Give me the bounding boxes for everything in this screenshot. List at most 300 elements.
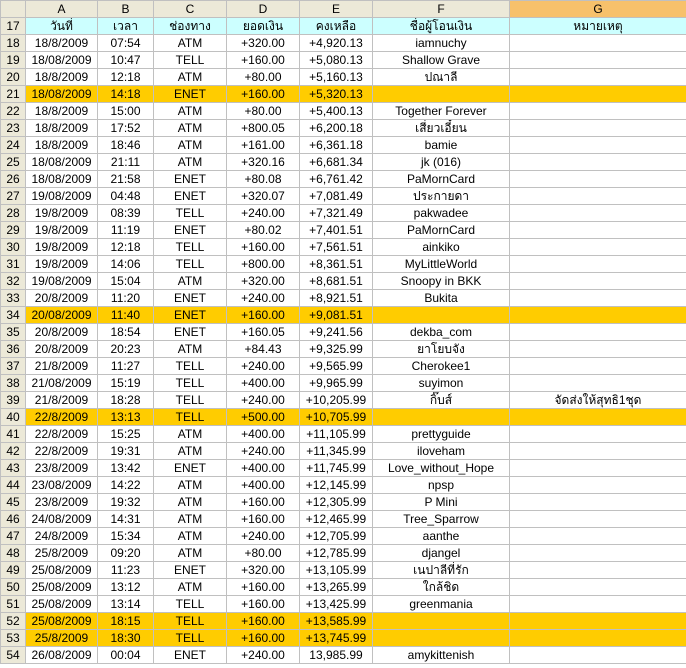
channel-cell[interactable]: TELL xyxy=(154,205,227,222)
time-cell[interactable]: 14:18 xyxy=(98,86,154,103)
row-header[interactable]: 37 xyxy=(1,358,26,375)
note-cell[interactable] xyxy=(510,409,686,426)
note-cell[interactable] xyxy=(510,460,686,477)
balance-cell[interactable]: +5,400.13 xyxy=(300,103,373,120)
balance-cell[interactable]: +5,320.13 xyxy=(300,86,373,103)
time-cell[interactable]: 14:22 xyxy=(98,477,154,494)
sender-name-cell[interactable]: กิ๊บส์ xyxy=(373,392,510,409)
balance-cell[interactable]: +9,565.99 xyxy=(300,358,373,375)
row-header[interactable]: 33 xyxy=(1,290,26,307)
channel-cell[interactable]: ATM xyxy=(154,545,227,562)
time-cell[interactable]: 11:27 xyxy=(98,358,154,375)
note-cell[interactable]: จัดส่งให้สุทธิ1ชุด xyxy=(510,392,686,409)
channel-cell[interactable]: ATM xyxy=(154,103,227,120)
time-cell[interactable]: 13:12 xyxy=(98,579,154,596)
time-cell[interactable]: 15:25 xyxy=(98,426,154,443)
balance-cell[interactable]: +6,361.18 xyxy=(300,137,373,154)
note-cell[interactable] xyxy=(510,239,686,256)
note-cell[interactable] xyxy=(510,358,686,375)
time-cell[interactable]: 08:39 xyxy=(98,205,154,222)
amount-cell[interactable]: +240.00 xyxy=(227,443,300,460)
balance-cell[interactable]: +13,425.99 xyxy=(300,596,373,613)
row-header[interactable]: 23 xyxy=(1,120,26,137)
row-header[interactable]: 21 xyxy=(1,86,26,103)
amount-cell[interactable]: +240.00 xyxy=(227,205,300,222)
sender-name-cell[interactable]: bamie xyxy=(373,137,510,154)
date-cell[interactable]: 25/08/2009 xyxy=(26,596,98,613)
amount-cell[interactable]: +160.00 xyxy=(227,239,300,256)
title-amount-cell[interactable]: ยอดเงิน xyxy=(227,18,300,35)
date-cell[interactable]: 26/08/2009 xyxy=(26,647,98,664)
channel-cell[interactable]: TELL xyxy=(154,409,227,426)
channel-cell[interactable]: TELL xyxy=(154,630,227,647)
note-cell[interactable] xyxy=(510,511,686,528)
balance-cell[interactable]: +11,105.99 xyxy=(300,426,373,443)
time-cell[interactable]: 13:42 xyxy=(98,460,154,477)
sender-name-cell[interactable]: Snoopy in BKK xyxy=(373,273,510,290)
row-header[interactable]: 19 xyxy=(1,52,26,69)
column-header-d[interactable]: D xyxy=(227,1,300,18)
date-cell[interactable]: 22/8/2009 xyxy=(26,409,98,426)
date-cell[interactable]: 25/08/2009 xyxy=(26,562,98,579)
amount-cell[interactable]: +240.00 xyxy=(227,290,300,307)
row-header[interactable]: 52 xyxy=(1,613,26,630)
date-cell[interactable]: 19/8/2009 xyxy=(26,222,98,239)
balance-cell[interactable]: +9,965.99 xyxy=(300,375,373,392)
amount-cell[interactable]: +800.05 xyxy=(227,120,300,137)
channel-cell[interactable]: ENET xyxy=(154,562,227,579)
balance-cell[interactable]: +13,105.99 xyxy=(300,562,373,579)
time-cell[interactable]: 18:30 xyxy=(98,630,154,647)
date-cell[interactable]: 20/8/2009 xyxy=(26,341,98,358)
balance-cell[interactable]: +6,681.34 xyxy=(300,154,373,171)
channel-cell[interactable]: TELL xyxy=(154,239,227,256)
balance-cell[interactable]: +8,681.51 xyxy=(300,273,373,290)
date-cell[interactable]: 21/8/2009 xyxy=(26,392,98,409)
date-cell[interactable]: 25/8/2009 xyxy=(26,630,98,647)
note-cell[interactable] xyxy=(510,562,686,579)
balance-cell[interactable]: +9,325.99 xyxy=(300,341,373,358)
row-header[interactable]: 48 xyxy=(1,545,26,562)
amount-cell[interactable]: +160.00 xyxy=(227,596,300,613)
time-cell[interactable]: 18:28 xyxy=(98,392,154,409)
row-header[interactable]: 25 xyxy=(1,154,26,171)
time-cell[interactable]: 11:19 xyxy=(98,222,154,239)
sender-name-cell[interactable]: greenmania xyxy=(373,596,510,613)
time-cell[interactable]: 21:58 xyxy=(98,171,154,188)
note-cell[interactable] xyxy=(510,375,686,392)
title-sender-cell[interactable]: ชื่อผู้โอนเงิน xyxy=(373,18,510,35)
date-cell[interactable]: 25/08/2009 xyxy=(26,579,98,596)
channel-cell[interactable]: ATM xyxy=(154,426,227,443)
sender-name-cell[interactable]: PaMornCard xyxy=(373,171,510,188)
note-cell[interactable] xyxy=(510,443,686,460)
row-header[interactable]: 31 xyxy=(1,256,26,273)
select-all-corner[interactable] xyxy=(1,1,26,18)
channel-cell[interactable]: TELL xyxy=(154,358,227,375)
note-cell[interactable] xyxy=(510,188,686,205)
time-cell[interactable]: 19:31 xyxy=(98,443,154,460)
time-cell[interactable]: 20:23 xyxy=(98,341,154,358)
balance-cell[interactable]: +7,561.51 xyxy=(300,239,373,256)
date-cell[interactable]: 19/8/2009 xyxy=(26,256,98,273)
row-header[interactable]: 22 xyxy=(1,103,26,120)
sender-name-cell[interactable] xyxy=(373,409,510,426)
sender-name-cell[interactable]: npsp xyxy=(373,477,510,494)
column-header-a[interactable]: A xyxy=(26,1,98,18)
note-cell[interactable] xyxy=(510,579,686,596)
sender-name-cell[interactable]: MyLittleWorld xyxy=(373,256,510,273)
time-cell[interactable]: 09:20 xyxy=(98,545,154,562)
sender-name-cell[interactable]: pakwadee xyxy=(373,205,510,222)
date-cell[interactable]: 24/08/2009 xyxy=(26,511,98,528)
channel-cell[interactable]: ENET xyxy=(154,188,227,205)
amount-cell[interactable]: +800.00 xyxy=(227,256,300,273)
row-header[interactable]: 49 xyxy=(1,562,26,579)
time-cell[interactable]: 00:04 xyxy=(98,647,154,664)
amount-cell[interactable]: +160.00 xyxy=(227,52,300,69)
sender-name-cell[interactable]: PaMornCard xyxy=(373,222,510,239)
row-header[interactable]: 38 xyxy=(1,375,26,392)
channel-cell[interactable]: ATM xyxy=(154,494,227,511)
sender-name-cell[interactable]: iloveham xyxy=(373,443,510,460)
balance-cell[interactable]: 13,985.99 xyxy=(300,647,373,664)
sender-name-cell[interactable]: amykittenish xyxy=(373,647,510,664)
channel-cell[interactable]: ENET xyxy=(154,307,227,324)
amount-cell[interactable]: +160.00 xyxy=(227,307,300,324)
column-header-b[interactable]: B xyxy=(98,1,154,18)
amount-cell[interactable]: +320.00 xyxy=(227,562,300,579)
row-header[interactable]: 32 xyxy=(1,273,26,290)
title-time-cell[interactable]: เวลา xyxy=(98,18,154,35)
sender-name-cell[interactable]: Tree_Sparrow xyxy=(373,511,510,528)
sender-name-cell[interactable]: P Mini xyxy=(373,494,510,511)
amount-cell[interactable]: +240.00 xyxy=(227,392,300,409)
note-cell[interactable] xyxy=(510,120,686,137)
column-header-c[interactable]: C xyxy=(154,1,227,18)
channel-cell[interactable]: ENET xyxy=(154,86,227,103)
note-cell[interactable] xyxy=(510,205,686,222)
balance-cell[interactable]: +13,265.99 xyxy=(300,579,373,596)
time-cell[interactable]: 15:34 xyxy=(98,528,154,545)
channel-cell[interactable]: TELL xyxy=(154,596,227,613)
row-header[interactable]: 28 xyxy=(1,205,26,222)
channel-cell[interactable]: TELL xyxy=(154,256,227,273)
balance-cell[interactable]: +11,345.99 xyxy=(300,443,373,460)
amount-cell[interactable]: +80.02 xyxy=(227,222,300,239)
channel-cell[interactable]: ATM xyxy=(154,154,227,171)
row-header[interactable]: 40 xyxy=(1,409,26,426)
channel-cell[interactable]: ATM xyxy=(154,528,227,545)
channel-cell[interactable]: TELL xyxy=(154,375,227,392)
time-cell[interactable]: 12:18 xyxy=(98,239,154,256)
time-cell[interactable]: 15:19 xyxy=(98,375,154,392)
sender-name-cell[interactable] xyxy=(373,630,510,647)
time-cell[interactable]: 13:13 xyxy=(98,409,154,426)
amount-cell[interactable]: +160.00 xyxy=(227,630,300,647)
sender-name-cell[interactable]: เสี่ยวเอี๋ยน xyxy=(373,120,510,137)
balance-cell[interactable]: +7,081.49 xyxy=(300,188,373,205)
title-date-cell[interactable]: วันที่ xyxy=(26,18,98,35)
row-header[interactable]: 41 xyxy=(1,426,26,443)
amount-cell[interactable]: +84.43 xyxy=(227,341,300,358)
time-cell[interactable]: 11:23 xyxy=(98,562,154,579)
note-cell[interactable] xyxy=(510,273,686,290)
date-cell[interactable]: 18/8/2009 xyxy=(26,103,98,120)
row-header[interactable]: 50 xyxy=(1,579,26,596)
amount-cell[interactable]: +500.00 xyxy=(227,409,300,426)
date-cell[interactable]: 18/8/2009 xyxy=(26,137,98,154)
balance-cell[interactable]: +12,705.99 xyxy=(300,528,373,545)
row-header[interactable]: 53 xyxy=(1,630,26,647)
amount-cell[interactable]: +80.00 xyxy=(227,69,300,86)
date-cell[interactable]: 19/8/2009 xyxy=(26,239,98,256)
channel-cell[interactable]: ENET xyxy=(154,460,227,477)
note-cell[interactable] xyxy=(510,341,686,358)
amount-cell[interactable]: +400.00 xyxy=(227,375,300,392)
note-cell[interactable] xyxy=(510,307,686,324)
amount-cell[interactable]: +400.00 xyxy=(227,477,300,494)
channel-cell[interactable]: TELL xyxy=(154,613,227,630)
sender-name-cell[interactable]: prettyguide xyxy=(373,426,510,443)
amount-cell[interactable]: +160.00 xyxy=(227,511,300,528)
sender-name-cell[interactable]: aanthe xyxy=(373,528,510,545)
date-cell[interactable]: 23/8/2009 xyxy=(26,460,98,477)
amount-cell[interactable]: +400.00 xyxy=(227,426,300,443)
title-balance-cell[interactable]: คงเหลือ xyxy=(300,18,373,35)
amount-cell[interactable]: +160.00 xyxy=(227,613,300,630)
channel-cell[interactable]: ENET xyxy=(154,647,227,664)
note-cell[interactable] xyxy=(510,222,686,239)
time-cell[interactable]: 14:31 xyxy=(98,511,154,528)
amount-cell[interactable]: +320.07 xyxy=(227,188,300,205)
date-cell[interactable]: 19/8/2009 xyxy=(26,205,98,222)
note-cell[interactable] xyxy=(510,477,686,494)
row-header[interactable]: 46 xyxy=(1,511,26,528)
date-cell[interactable]: 23/8/2009 xyxy=(26,494,98,511)
date-cell[interactable]: 20/8/2009 xyxy=(26,290,98,307)
sender-name-cell[interactable]: Together Forever xyxy=(373,103,510,120)
sender-name-cell[interactable] xyxy=(373,86,510,103)
sender-name-cell[interactable]: ใกล้ชิด xyxy=(373,579,510,596)
note-cell[interactable] xyxy=(510,171,686,188)
balance-cell[interactable]: +12,785.99 xyxy=(300,545,373,562)
note-cell[interactable] xyxy=(510,52,686,69)
amount-cell[interactable]: +320.16 xyxy=(227,154,300,171)
time-cell[interactable]: 07:54 xyxy=(98,35,154,52)
balance-cell[interactable]: +5,160.13 xyxy=(300,69,373,86)
note-cell[interactable] xyxy=(510,290,686,307)
note-cell[interactable] xyxy=(510,256,686,273)
amount-cell[interactable]: +160.00 xyxy=(227,494,300,511)
channel-cell[interactable]: ATM xyxy=(154,137,227,154)
time-cell[interactable]: 13:14 xyxy=(98,596,154,613)
balance-cell[interactable]: +6,761.42 xyxy=(300,171,373,188)
row-header[interactable]: 18 xyxy=(1,35,26,52)
channel-cell[interactable]: ATM xyxy=(154,443,227,460)
row-header[interactable]: 44 xyxy=(1,477,26,494)
note-cell[interactable] xyxy=(510,426,686,443)
sender-name-cell[interactable]: Bukita xyxy=(373,290,510,307)
channel-cell[interactable]: ENET xyxy=(154,222,227,239)
sender-name-cell[interactable]: iamnuchy xyxy=(373,35,510,52)
channel-cell[interactable]: ENET xyxy=(154,290,227,307)
date-cell[interactable]: 20/08/2009 xyxy=(26,307,98,324)
balance-cell[interactable]: +9,241.56 xyxy=(300,324,373,341)
sender-name-cell[interactable]: jk (016) xyxy=(373,154,510,171)
balance-cell[interactable]: +8,921.51 xyxy=(300,290,373,307)
note-cell[interactable] xyxy=(510,630,686,647)
sender-name-cell[interactable]: ประกายดา xyxy=(373,188,510,205)
time-cell[interactable]: 11:40 xyxy=(98,307,154,324)
time-cell[interactable]: 19:32 xyxy=(98,494,154,511)
balance-cell[interactable]: +13,585.99 xyxy=(300,613,373,630)
channel-cell[interactable]: TELL xyxy=(154,392,227,409)
note-cell[interactable] xyxy=(510,103,686,120)
date-cell[interactable]: 18/08/2009 xyxy=(26,52,98,69)
channel-cell[interactable]: ATM xyxy=(154,477,227,494)
amount-cell[interactable]: +240.00 xyxy=(227,528,300,545)
note-cell[interactable] xyxy=(510,86,686,103)
balance-cell[interactable]: +12,145.99 xyxy=(300,477,373,494)
amount-cell[interactable]: +320.00 xyxy=(227,273,300,290)
channel-cell[interactable]: TELL xyxy=(154,52,227,69)
date-cell[interactable]: 25/8/2009 xyxy=(26,545,98,562)
amount-cell[interactable]: +320.00 xyxy=(227,35,300,52)
balance-cell[interactable]: +12,465.99 xyxy=(300,511,373,528)
sender-name-cell[interactable]: Shallow Grave xyxy=(373,52,510,69)
time-cell[interactable]: 18:54 xyxy=(98,324,154,341)
amount-cell[interactable]: +161.00 xyxy=(227,137,300,154)
balance-cell[interactable]: +10,205.99 xyxy=(300,392,373,409)
channel-cell[interactable]: ATM xyxy=(154,120,227,137)
date-cell[interactable]: 22/8/2009 xyxy=(26,426,98,443)
row-header[interactable]: 20 xyxy=(1,69,26,86)
row-header[interactable]: 35 xyxy=(1,324,26,341)
channel-cell[interactable]: ATM xyxy=(154,69,227,86)
sender-name-cell[interactable]: Cherokee1 xyxy=(373,358,510,375)
amount-cell[interactable]: +80.00 xyxy=(227,103,300,120)
row-header[interactable]: 43 xyxy=(1,460,26,477)
channel-cell[interactable]: ENET xyxy=(154,324,227,341)
row-header[interactable]: 39 xyxy=(1,392,26,409)
date-cell[interactable]: 19/08/2009 xyxy=(26,188,98,205)
row-header[interactable]: 17 xyxy=(1,18,26,35)
time-cell[interactable]: 10:47 xyxy=(98,52,154,69)
note-cell[interactable] xyxy=(510,324,686,341)
row-header[interactable]: 45 xyxy=(1,494,26,511)
note-cell[interactable] xyxy=(510,35,686,52)
balance-cell[interactable]: +7,321.49 xyxy=(300,205,373,222)
balance-cell[interactable]: +7,401.51 xyxy=(300,222,373,239)
channel-cell[interactable]: ATM xyxy=(154,579,227,596)
date-cell[interactable]: 19/08/2009 xyxy=(26,273,98,290)
note-cell[interactable] xyxy=(510,613,686,630)
note-cell[interactable] xyxy=(510,647,686,664)
balance-cell[interactable]: +9,081.51 xyxy=(300,307,373,324)
row-header[interactable]: 24 xyxy=(1,137,26,154)
sender-name-cell[interactable]: suyimon xyxy=(373,375,510,392)
date-cell[interactable]: 24/8/2009 xyxy=(26,528,98,545)
amount-cell[interactable]: +240.00 xyxy=(227,647,300,664)
row-header[interactable]: 36 xyxy=(1,341,26,358)
balance-cell[interactable]: +12,305.99 xyxy=(300,494,373,511)
sender-name-cell[interactable]: djangel xyxy=(373,545,510,562)
note-cell[interactable] xyxy=(510,154,686,171)
row-header[interactable]: 29 xyxy=(1,222,26,239)
date-cell[interactable]: 21/08/2009 xyxy=(26,375,98,392)
balance-cell[interactable]: +13,745.99 xyxy=(300,630,373,647)
balance-cell[interactable]: +8,361.51 xyxy=(300,256,373,273)
date-cell[interactable]: 18/08/2009 xyxy=(26,86,98,103)
amount-cell[interactable]: +160.05 xyxy=(227,324,300,341)
date-cell[interactable]: 20/8/2009 xyxy=(26,324,98,341)
balance-cell[interactable]: +4,920.13 xyxy=(300,35,373,52)
channel-cell[interactable]: ATM xyxy=(154,35,227,52)
row-header[interactable]: 34 xyxy=(1,307,26,324)
time-cell[interactable]: 18:46 xyxy=(98,137,154,154)
date-cell[interactable]: 18/8/2009 xyxy=(26,35,98,52)
date-cell[interactable]: 18/08/2009 xyxy=(26,154,98,171)
note-cell[interactable] xyxy=(510,494,686,511)
note-cell[interactable] xyxy=(510,137,686,154)
balance-cell[interactable]: +11,745.99 xyxy=(300,460,373,477)
note-cell[interactable] xyxy=(510,545,686,562)
sender-name-cell[interactable] xyxy=(373,307,510,324)
sender-name-cell[interactable]: dekba_com xyxy=(373,324,510,341)
date-cell[interactable]: 18/08/2009 xyxy=(26,171,98,188)
date-cell[interactable]: 18/8/2009 xyxy=(26,120,98,137)
amount-cell[interactable]: +400.00 xyxy=(227,460,300,477)
title-note-cell[interactable]: หมายเหตุ xyxy=(510,18,686,35)
column-header-e[interactable]: E xyxy=(300,1,373,18)
sender-name-cell[interactable]: เนปาลีที่รัก xyxy=(373,562,510,579)
column-header-g[interactable]: G xyxy=(510,1,686,18)
time-cell[interactable]: 15:00 xyxy=(98,103,154,120)
amount-cell[interactable]: +160.00 xyxy=(227,86,300,103)
amount-cell[interactable]: +160.00 xyxy=(227,579,300,596)
row-header[interactable]: 47 xyxy=(1,528,26,545)
time-cell[interactable]: 14:06 xyxy=(98,256,154,273)
time-cell[interactable]: 11:20 xyxy=(98,290,154,307)
date-cell[interactable]: 18/8/2009 xyxy=(26,69,98,86)
balance-cell[interactable]: +10,705.99 xyxy=(300,409,373,426)
row-header[interactable]: 54 xyxy=(1,647,26,664)
time-cell[interactable]: 12:18 xyxy=(98,69,154,86)
sender-name-cell[interactable]: ปณาลี xyxy=(373,69,510,86)
time-cell[interactable]: 15:04 xyxy=(98,273,154,290)
row-header[interactable]: 26 xyxy=(1,171,26,188)
time-cell[interactable]: 21:11 xyxy=(98,154,154,171)
channel-cell[interactable]: ATM xyxy=(154,341,227,358)
row-header[interactable]: 51 xyxy=(1,596,26,613)
amount-cell[interactable]: +80.00 xyxy=(227,545,300,562)
time-cell[interactable]: 18:15 xyxy=(98,613,154,630)
channel-cell[interactable]: ATM xyxy=(154,273,227,290)
note-cell[interactable] xyxy=(510,596,686,613)
row-header[interactable]: 27 xyxy=(1,188,26,205)
note-cell[interactable] xyxy=(510,69,686,86)
time-cell[interactable]: 04:48 xyxy=(98,188,154,205)
sender-name-cell[interactable]: ยาโยบจัง xyxy=(373,341,510,358)
amount-cell[interactable]: +240.00 xyxy=(227,358,300,375)
note-cell[interactable] xyxy=(510,528,686,545)
date-cell[interactable]: 21/8/2009 xyxy=(26,358,98,375)
date-cell[interactable]: 25/08/2009 xyxy=(26,613,98,630)
title-channel-cell[interactable]: ช่องทาง xyxy=(154,18,227,35)
column-header-f[interactable]: F xyxy=(373,1,510,18)
time-cell[interactable]: 17:52 xyxy=(98,120,154,137)
